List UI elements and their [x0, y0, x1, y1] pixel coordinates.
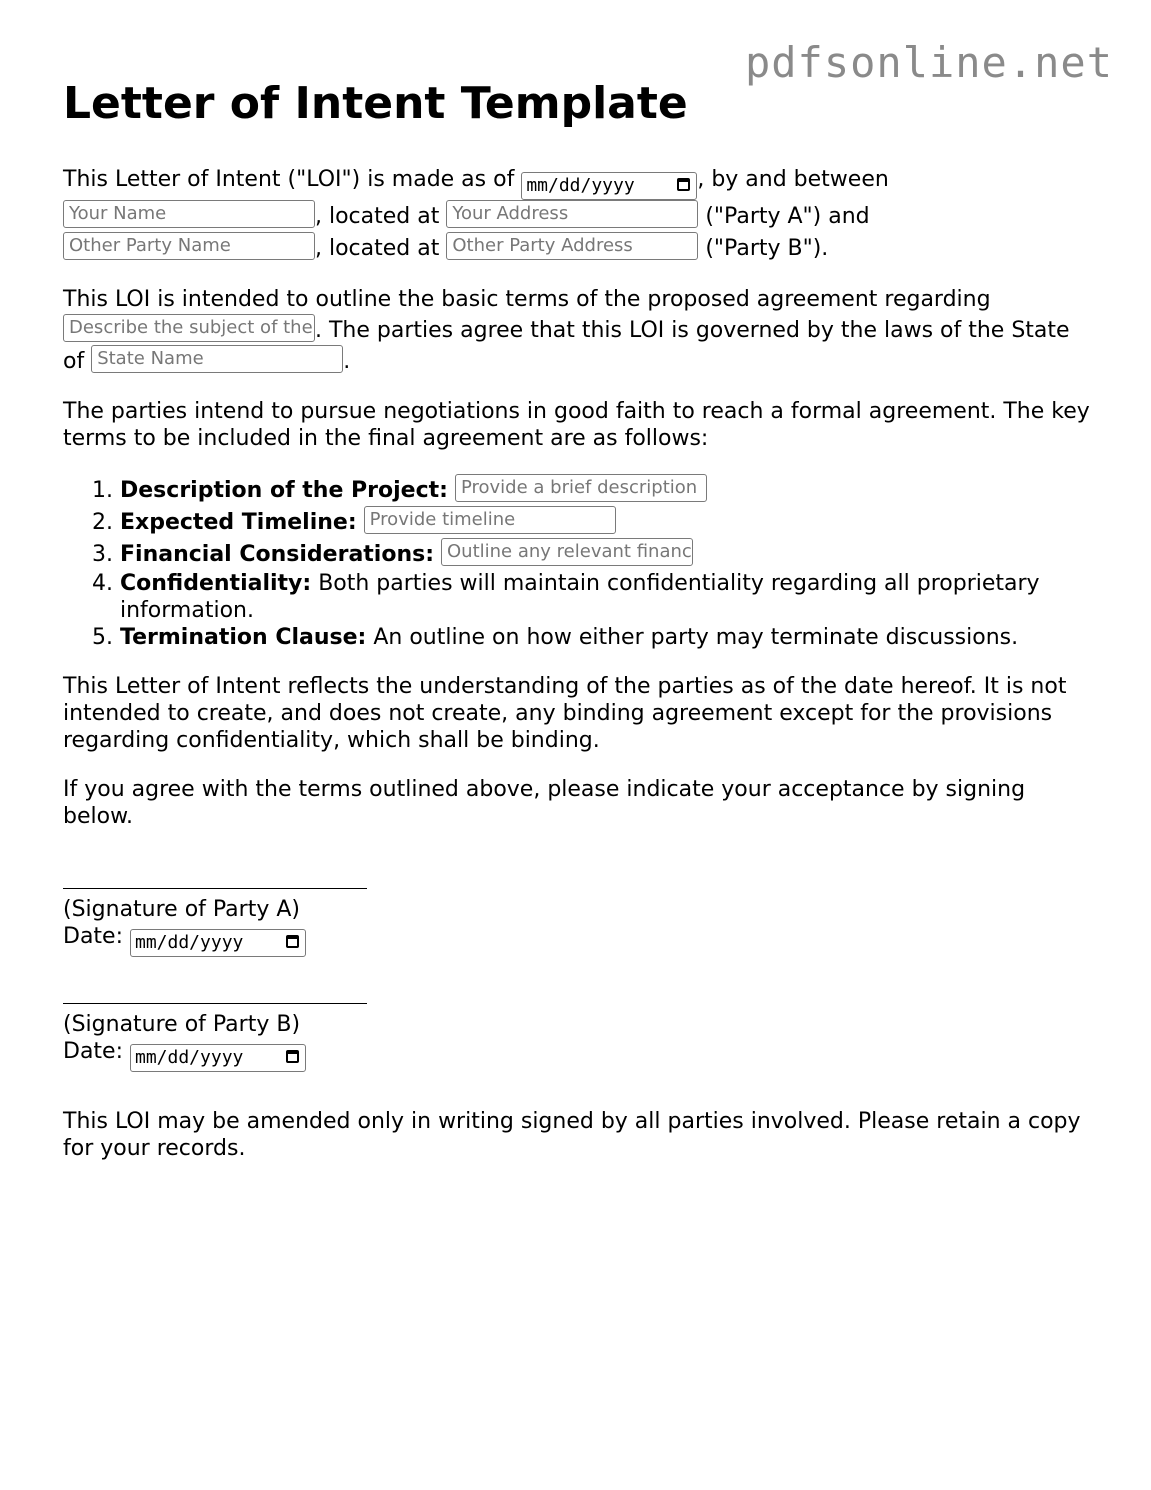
- loi-date-input[interactable]: [521, 172, 697, 200]
- party-a-date-input[interactable]: [130, 929, 306, 957]
- letter-document: [63, 78, 1093, 1184]
- party-a-suffix: ("Party A") and: [698, 203, 870, 229]
- purpose-text-b: . The parties agree that this LOI is governed by the laws of the State of: [63, 317, 1070, 374]
- party-b-address-input[interactable]: Other Party Address: [446, 232, 698, 260]
- term-label: Financial Considerations:: [120, 541, 435, 567]
- signature-block-party-a: [63, 868, 1093, 957]
- term-label: Confidentiality:: [120, 570, 312, 596]
- signature-caption: (Signature of Party B): [63, 1011, 301, 1037]
- agree-paragraph: If you agree with the terms outlined above, please indicate your acceptance by signing below.: [63, 776, 1026, 829]
- calendar-icon[interactable]: [286, 1050, 299, 1063]
- calendar-icon[interactable]: [677, 178, 690, 191]
- date-placeholder: mm/dd/yyyy: [135, 931, 244, 953]
- term-text: An outline on how either party may terminate discussions.: [366, 624, 1019, 650]
- term-item-project: [120, 474, 1093, 506]
- party-b-date-input[interactable]: [130, 1044, 306, 1072]
- intro-text-b: , by and between: [697, 166, 889, 192]
- located-at-text-2: , located at: [315, 235, 447, 261]
- party-b-name-input[interactable]: Other Party Name: [63, 232, 315, 260]
- signature-block-party-b: [63, 983, 1093, 1072]
- purpose-text-a: This LOI is intended to outline the basic terms of the proposed agreement regarding: [63, 286, 991, 312]
- term-label: Expected Timeline:: [120, 509, 357, 535]
- term-item-timeline: [120, 506, 1093, 538]
- timeline-input[interactable]: Provide timeline: [364, 506, 616, 534]
- signature-caption: (Signature of Party A): [63, 896, 300, 922]
- term-label: Description of the Project:: [120, 477, 448, 503]
- page-title: Letter of Intent Template: [63, 78, 688, 129]
- intro-paragraph: [63, 165, 1093, 264]
- term-item-financial: [120, 538, 1093, 570]
- state-input[interactable]: State Name: [91, 345, 343, 373]
- loi-date-placeholder: mm/dd/yyyy: [526, 174, 635, 196]
- signature-line[interactable]: [63, 868, 367, 889]
- signature-line[interactable]: [63, 983, 367, 1004]
- calendar-icon[interactable]: [286, 935, 299, 948]
- intro-text-a: This Letter of Intent ("LOI") is made as of: [63, 166, 522, 192]
- party-a-name-input[interactable]: Your Name: [63, 200, 315, 228]
- project-description-input[interactable]: Provide a brief description: [455, 474, 707, 502]
- term-label: Termination Clause:: [120, 624, 367, 650]
- date-label: Date:: [63, 923, 130, 949]
- located-at-text-1: , located at: [315, 203, 447, 229]
- date-placeholder: mm/dd/yyyy: [135, 1046, 244, 1068]
- closing-paragraph: This LOI may be amended only in writing signed by all parties involved. Please retain a copy for your records.: [63, 1108, 1081, 1161]
- party-b-suffix: ("Party B").: [698, 235, 829, 261]
- negotiation-paragraph: The parties intend to pursue negotiations in good faith to reach a formal agreement. The key terms to be included in the final agreement are as follows:: [63, 398, 1090, 451]
- purpose-paragraph: [63, 286, 1093, 376]
- subject-input[interactable]: Describe the subject of the: [63, 314, 315, 342]
- term-text: Both parties will maintain confidentiality regarding all proprietary information.: [120, 570, 1040, 623]
- term-item-confidentiality: [120, 570, 1093, 624]
- watermark: pdfsonline.net: [744, 38, 1113, 87]
- date-label: Date:: [63, 1038, 130, 1064]
- purpose-text-c: .: [343, 348, 351, 374]
- key-terms-list: [63, 474, 1093, 651]
- reflects-paragraph: This Letter of Intent reflects the understanding of the parties as of the date hereof. It is not intended to create, and does not create, any binding agreement except for the provisions regarding confidentiality, which shall be binding.: [63, 673, 1067, 753]
- term-item-termination: [120, 624, 1093, 651]
- party-a-address-input[interactable]: Your Address: [446, 200, 698, 228]
- financial-input[interactable]: Outline any relevant financ: [441, 538, 693, 566]
